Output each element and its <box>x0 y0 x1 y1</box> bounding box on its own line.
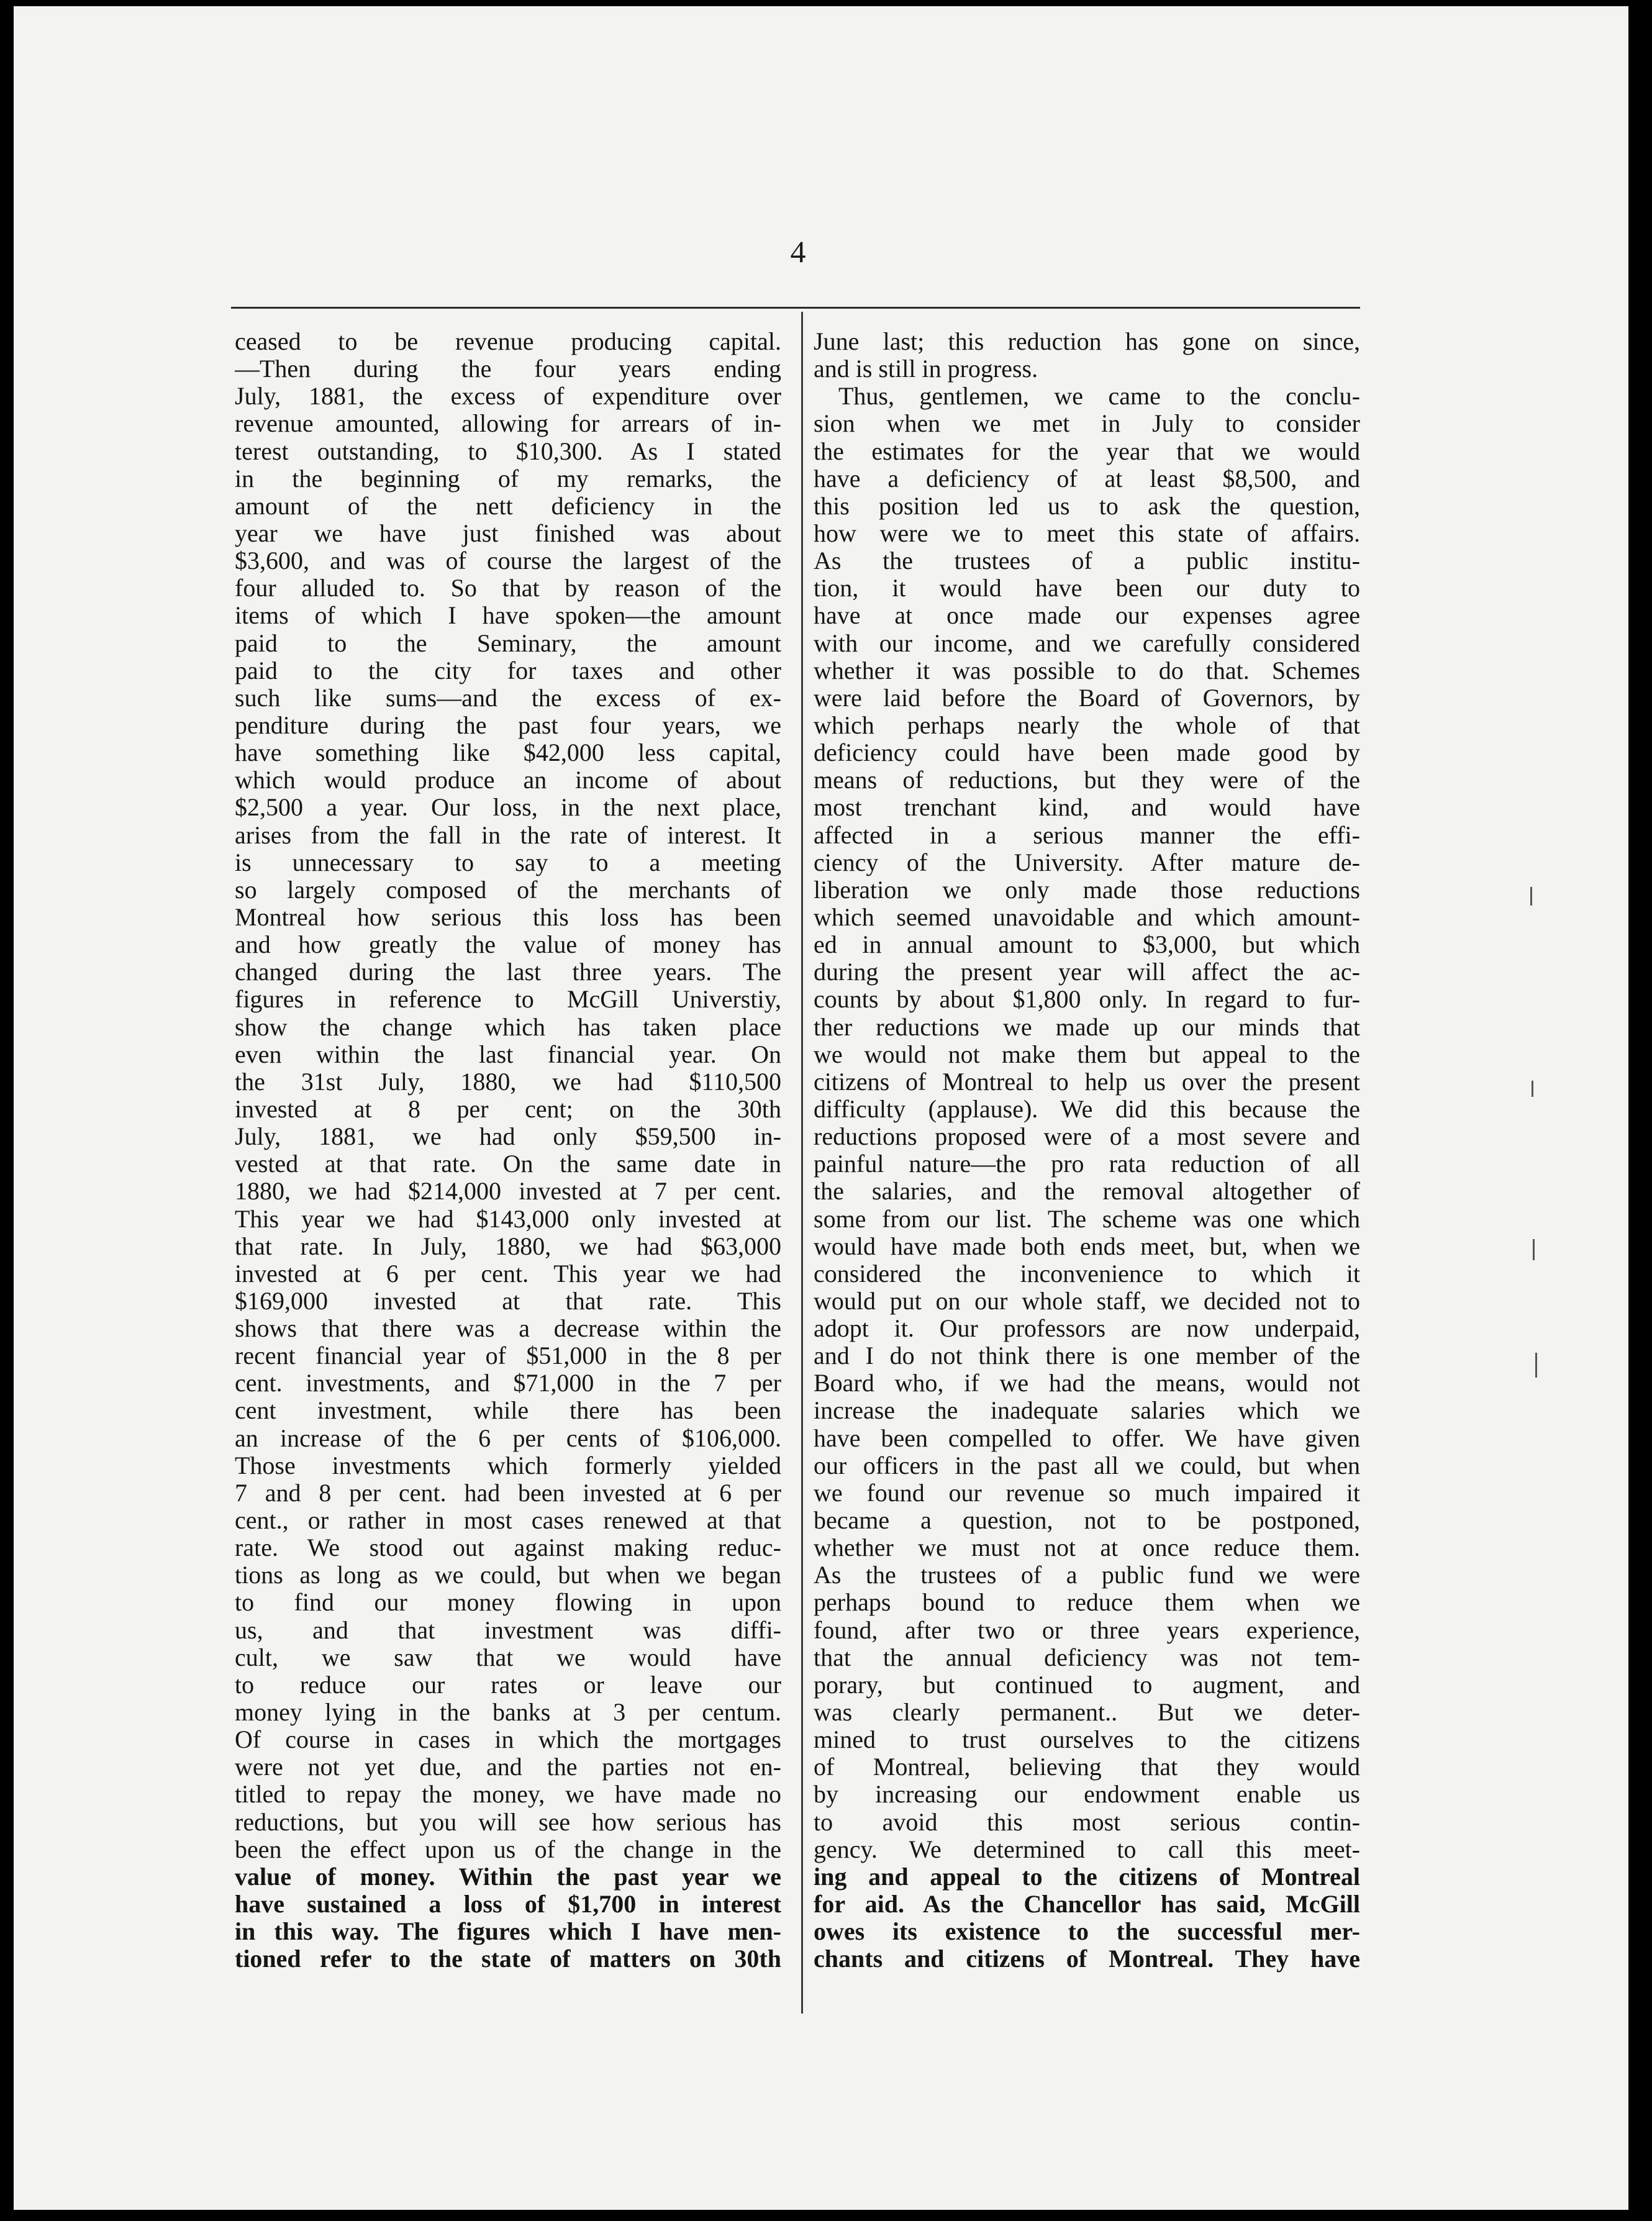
text-line: is unnecessary to say to a meeting <box>235 848 781 876</box>
text-line: tions as long as we could, but when we began <box>235 1561 781 1589</box>
text-line: to find our money flowing in upon <box>235 1589 781 1617</box>
text-line: Montreal how serious this loss has been <box>235 903 781 931</box>
text-line: so largely composed of the merchants of <box>235 876 781 904</box>
text-line: $3,600, and was of course the largest of the <box>235 547 781 575</box>
text-line: four alluded to. So that by reason of the <box>235 575 781 602</box>
text-line: to avoid this most serious contin- <box>814 1808 1360 1836</box>
text-line: 1880, we had $214,000 invested at 7 per cent. <box>235 1178 781 1206</box>
text-line: have at once made our expenses agree <box>814 602 1360 630</box>
text-line: Board who, if we had the means, would not <box>814 1369 1360 1397</box>
text-line: terest outstanding, to $10,300. As I stated <box>235 437 781 465</box>
text-line: whether we must not at once reduce them. <box>814 1534 1360 1562</box>
margin-mark <box>1535 1353 1537 1378</box>
text-line: citizens of Montreal to help us over the present <box>814 1068 1360 1096</box>
text-line: —Then during the four years ending <box>235 355 781 383</box>
text-line: year we have just finished was about <box>235 519 781 547</box>
text-line: during the present year will affect the ac- <box>814 958 1360 986</box>
margin-mark <box>1532 1081 1533 1097</box>
text-line: that rate. In July, 1880, we had $63,000 <box>235 1232 781 1260</box>
text-line: of Montreal, believing that they would <box>814 1753 1360 1781</box>
text-line: revenue amounted, allowing for arrears of in- <box>235 410 781 438</box>
text-line: such like sums—and the excess of ex- <box>235 684 781 712</box>
text-line: we found our revenue so much impaired it <box>814 1479 1360 1507</box>
text-line: July, 1881, the excess of expenditure over <box>235 383 781 411</box>
column-divider <box>801 312 803 2014</box>
text-line: arises from the fall in the rate of interest. It <box>235 821 781 849</box>
text-line: deficiency could have been made good by <box>814 739 1360 767</box>
text-line: items of which I have spoken—the amount <box>235 602 781 630</box>
text-line: owes its existence to the successful mer- <box>814 1918 1360 1946</box>
text-line: mined to trust ourselves to the citizens <box>814 1726 1360 1754</box>
text-line: tion, it would have been our duty to <box>814 575 1360 602</box>
text-line: invested at 6 per cent. This year we had <box>235 1260 781 1288</box>
text-line: titled to repay the money, we have made no <box>235 1781 781 1809</box>
text-line: cent., or rather in most cases renewed at that <box>235 1507 781 1535</box>
text-line: Those investments which formerly yielded <box>235 1451 781 1479</box>
text-line: value of money. Within the past year we <box>235 1863 781 1891</box>
text-line: ther reductions we made up our minds that <box>814 1013 1360 1041</box>
text-line: been the effect upon us of the change in the <box>235 1835 781 1863</box>
text-line: Of course in cases in which the mortgages <box>235 1726 781 1754</box>
text-line: in the beginning of my remarks, the <box>235 465 781 493</box>
text-line: porary, but continued to augment, and <box>814 1671 1360 1699</box>
text-line: figures in reference to McGill Universtiy, <box>235 986 781 1014</box>
text-line: paid to the city for taxes and other <box>235 656 781 684</box>
text-line: we would not make them but appeal to the <box>814 1040 1360 1068</box>
text-line: even within the last financial year. On <box>235 1040 781 1068</box>
text-line: penditure during the past four years, we <box>235 711 781 739</box>
text-line: some from our list. The scheme was one which <box>814 1205 1360 1233</box>
text-line: became a question, not to be postponed, <box>814 1507 1360 1535</box>
text-line: counts by about $1,800 only. In regard to fur- <box>814 986 1360 1014</box>
text-line: 7 and 8 per cent. had been invested at 6 per <box>235 1479 781 1507</box>
text-line: This year we had $143,000 only invested at <box>235 1205 781 1233</box>
text-line: and is still in progress. <box>814 355 1038 383</box>
text-line: and I do not think there is one member of the <box>814 1342 1360 1370</box>
text-line: this position led us to ask the question, <box>814 492 1360 520</box>
text-line: the 31st July, 1880, we had $110,500 <box>235 1068 781 1096</box>
text-line: that the annual deficiency was not tem- <box>814 1643 1360 1671</box>
text-line: means of reductions, but they were of the <box>814 766 1360 794</box>
margin-mark <box>1530 887 1532 906</box>
document-page <box>14 6 1628 2210</box>
text-line: how were we to meet this state of affairs. <box>814 519 1360 547</box>
text-line: whether it was possible to do that. Schemes <box>814 656 1360 684</box>
text-line: which perhaps nearly the whole of that <box>814 711 1360 739</box>
text-line: As the trustees of a public fund we were <box>814 1561 1360 1589</box>
text-line: June last; this reduction has gone on since, <box>814 328 1360 355</box>
text-line: in this way. The figures which I have men- <box>235 1918 781 1946</box>
text-line: have been compelled to offer. We have given <box>814 1424 1360 1452</box>
text-line: increase the inadequate salaries which we <box>814 1397 1360 1425</box>
text-line: gency. We determined to call this meet- <box>814 1835 1360 1863</box>
text-line: vested at that rate. On the same date in <box>235 1150 781 1178</box>
text-line: difficulty (applause). We did this because the <box>814 1095 1360 1123</box>
text-line: painful nature—the pro rata reduction of all <box>814 1150 1360 1178</box>
text-line: adopt it. Our professors are now underpaid, <box>814 1315 1360 1343</box>
text-line: ed in annual amount to $3,000, but which <box>814 931 1360 959</box>
text-line: ciency of the University. After mature de- <box>814 848 1360 876</box>
text-line: reductions, but you will see how serious has <box>235 1808 781 1836</box>
text-line: which seemed unavoidable and which amount- <box>814 903 1360 931</box>
left-text-column <box>235 328 781 1973</box>
text-line: considered the inconvenience to which it <box>814 1260 1360 1288</box>
text-line: show the change which has taken place <box>235 1013 781 1041</box>
text-line: us, and that investment was diffi- <box>235 1616 781 1644</box>
text-line: sion when we met in July to consider <box>814 410 1360 438</box>
text-line: which would produce an income of about <box>235 766 781 794</box>
text-line: have sustained a loss of $1,700 in interest <box>235 1891 781 1919</box>
text-line: Thus, gentlemen, we came to the conclu- <box>838 383 1360 411</box>
text-line: recent financial year of $51,000 in the 8 per <box>235 1342 781 1370</box>
text-line: would put on our whole staff, we decided not to <box>814 1287 1360 1315</box>
text-line: ceased to be revenue producing capital. <box>235 328 781 355</box>
text-line: $169,000 invested at that rate. This <box>235 1287 781 1315</box>
header-rule <box>231 307 1360 309</box>
text-line: most trenchant kind, and would have <box>814 794 1360 822</box>
text-line: shows that there was a decrease within the <box>235 1315 781 1343</box>
right-text-column <box>814 328 1360 1973</box>
text-line: As the trustees of a public institu- <box>814 547 1360 575</box>
text-line: was clearly permanent.. But we deter- <box>814 1699 1360 1727</box>
margin-mark <box>1533 1239 1535 1260</box>
text-line: money lying in the banks at 3 per centum. <box>235 1699 781 1727</box>
text-line: were not yet due, and the parties not en- <box>235 1753 781 1781</box>
text-line: cult, we saw that we would have <box>235 1643 781 1671</box>
text-line: an increase of the 6 per cents of $106,000. <box>235 1424 781 1452</box>
text-line: would have made both ends meet, but, when we <box>814 1232 1360 1260</box>
text-line: by increasing our endowment enable us <box>814 1781 1360 1809</box>
text-line: rate. We stood out against making reduc- <box>235 1534 781 1562</box>
text-line: $2,500 a year. Our loss, in the next place, <box>235 794 781 822</box>
text-line: tioned refer to the state of matters on 30th <box>235 1945 781 1973</box>
text-line: and how greatly the value of money has <box>235 931 781 959</box>
text-line: changed during the last three years. The <box>235 958 781 986</box>
text-line: cent investment, while there has been <box>235 1397 781 1425</box>
text-line: with our income, and we carefully considered <box>814 629 1360 657</box>
text-line: affected in a serious manner the effi- <box>814 821 1360 849</box>
text-line: reductions proposed were of a most severe and <box>814 1123 1360 1151</box>
text-line: July, 1881, we had only $59,500 in- <box>235 1123 781 1151</box>
text-line: the salaries, and the removal altogether of <box>814 1178 1360 1206</box>
text-line: have a deficiency of at least $8,500, and <box>814 465 1360 493</box>
text-line: amount of the nett deficiency in the <box>235 492 781 520</box>
text-line: for aid. As the Chancellor has said, McGill <box>814 1891 1360 1919</box>
text-line: invested at 8 per cent; on the 30th <box>235 1095 781 1123</box>
page-number: 4 <box>790 234 806 269</box>
text-line: paid to the Seminary, the amount <box>235 629 781 657</box>
text-line: chants and citizens of Montreal. They have <box>814 1945 1360 1973</box>
text-line: to reduce our rates or leave our <box>235 1671 781 1699</box>
text-line: have something like $42,000 less capital, <box>235 739 781 767</box>
text-line: found, after two or three years experience, <box>814 1616 1360 1644</box>
text-line: liberation we only made those reductions <box>814 876 1360 904</box>
text-line: the estimates for the year that we would <box>814 437 1360 465</box>
text-line: were laid before the Board of Governors, by <box>814 684 1360 712</box>
text-line: our officers in the past all we could, but when <box>814 1451 1360 1479</box>
text-line: ing and appeal to the citizens of Montreal <box>814 1863 1360 1891</box>
text-line: cent. investments, and $71,000 in the 7 per <box>235 1369 781 1397</box>
text-line: perhaps bound to reduce them when we <box>814 1589 1360 1617</box>
